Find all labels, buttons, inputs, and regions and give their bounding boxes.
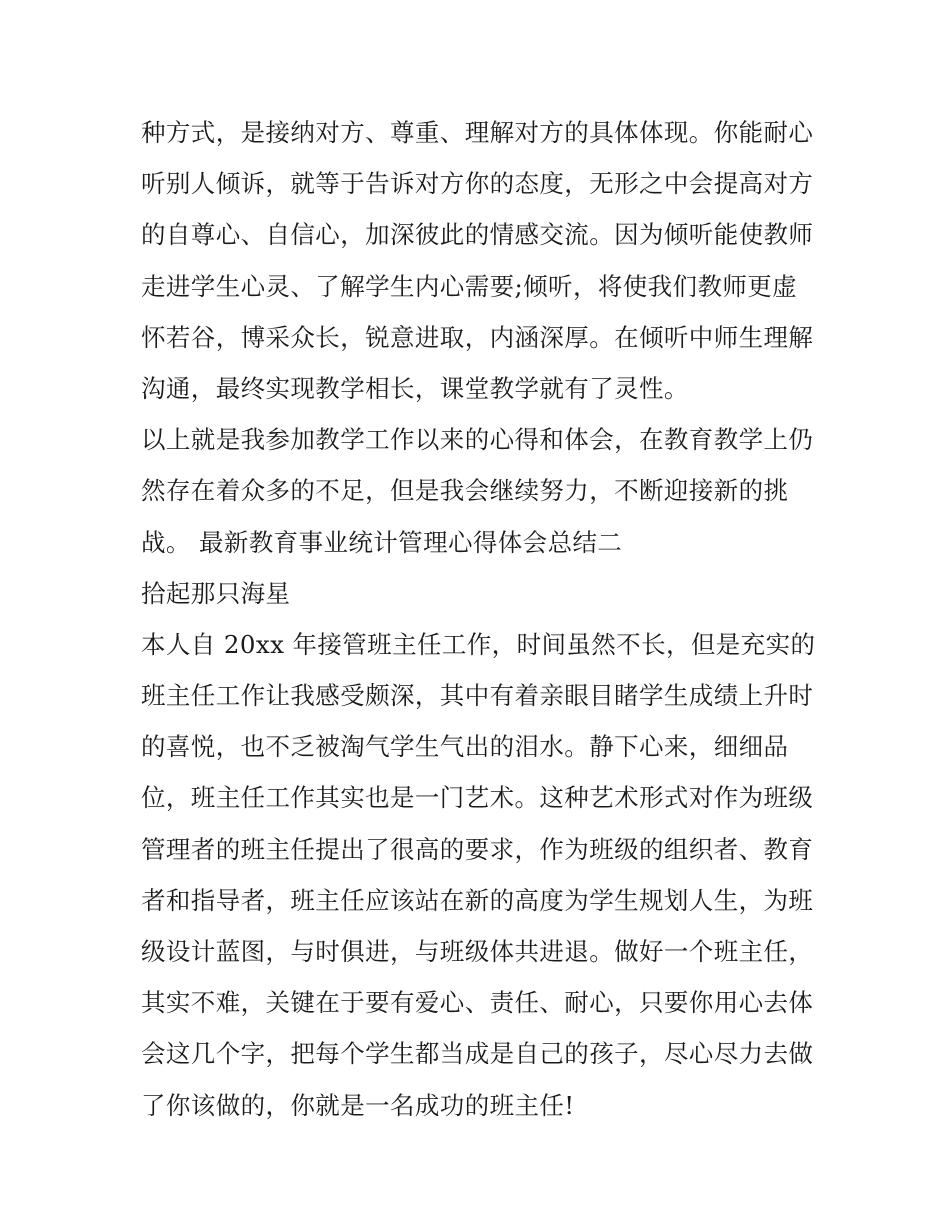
section-heading-line: 战。 最新教育事业统计管理心得体会总结二 [141, 527, 623, 557]
text-line: 听别人倾诉，就等于告诉对方你的态度，无形之中会提高对方 [141, 169, 814, 199]
text-line: 种方式，是接纳对方、尊重、理解对方的具体体现。你能耐心 [141, 118, 814, 147]
text-line: 班主任工作让我感受颇深，其中有着亲眼目睹学生成绩上升时 [141, 681, 814, 711]
text-line: 的喜悦，也不乏被淘气学生气出的泪水。静下心来，细细品 [141, 732, 789, 762]
text-line: 以上就是我参加教学工作以来的心得和体会，在教育教学上仍 [141, 425, 814, 455]
text-line: 级设计蓝图，与时俱进，与班级体共进退。做好一个班主任， [141, 937, 814, 966]
text-line: 会这几个字，把每个学生都当成是自己的孩子，尽心尽力去做 [141, 1039, 814, 1069]
text-line: 然存在着众多的不足，但是我会继续努力，不断迎接新的挑 [141, 476, 789, 506]
text-line: 走进学生心灵、了解学生内心需要;倾听，将使我们教师更虚 [141, 271, 798, 301]
text-line: 的自尊心、自信心，加深彼此的情感交流。因为倾听能使教师 [141, 220, 814, 250]
text-line: 者和指导者，班主任应该站在新的高度为学生规划人生，为班 [141, 885, 814, 915]
text-line: 位，班主任工作其实也是一门艺术。这种艺术形式对作为班级 [141, 783, 814, 813]
subheading-line: 拾起那只海星 [141, 578, 291, 608]
text-line: 怀若谷，博采众长，锐意进取，内涵深厚。在倾听中师生理解 [141, 322, 814, 352]
text-line: 其实不难，关键在于要有爱心、责任、耐心，只要你用心去体 [141, 988, 814, 1018]
text-line: 本人自 20xx 年接管班主任工作，时间虽然不长，但是充实的 [141, 629, 816, 659]
text-line: 沟通，最终实现教学相长，课堂教学就有了灵性。 [141, 373, 689, 403]
text-line: 管理者的班主任提出了很高的要求，作为班级的组织者、教育 [141, 834, 814, 864]
document-body [141, 107, 841, 1131]
text-line: 了你该做的，你就是一名成功的班主任! [141, 1090, 575, 1120]
